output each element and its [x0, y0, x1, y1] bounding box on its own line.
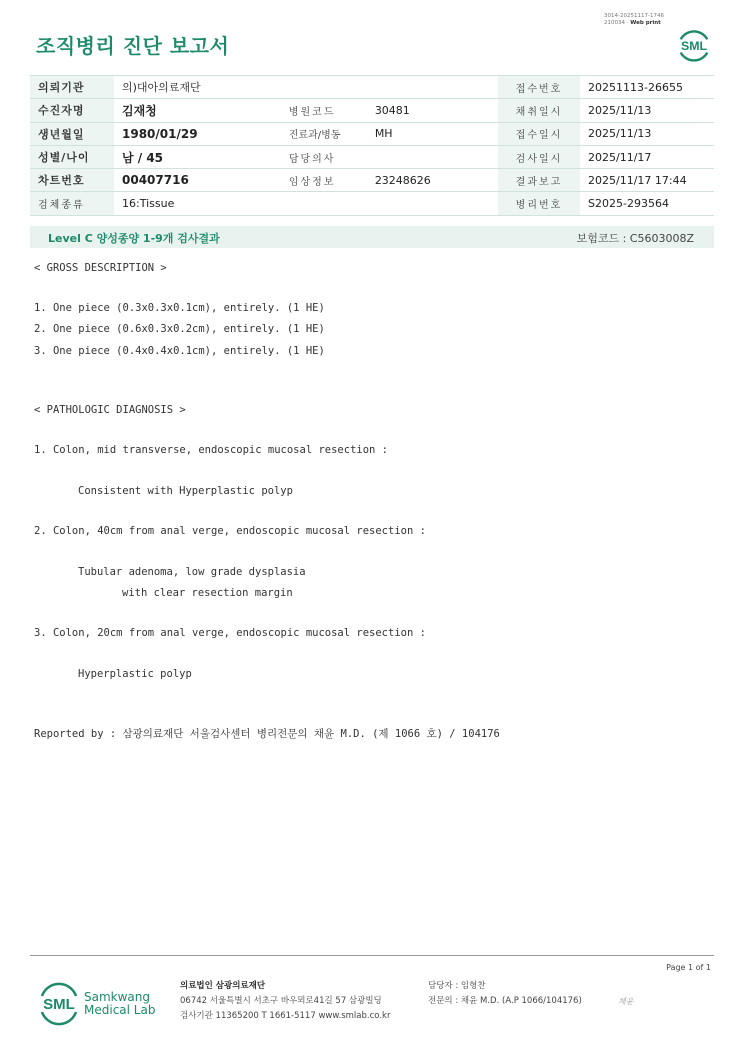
level-title: Level C 양성종양 1-9개 검사결과 [48, 232, 220, 245]
label-result-report: 결과보고 [498, 169, 580, 192]
logo-text: SML [680, 38, 708, 53]
patient-info-table [30, 75, 714, 216]
label-pathology-no: 병리번호 [498, 192, 580, 215]
label-requesting-org: 의뢰기관 [30, 76, 114, 99]
value-specimen-type: 16:Tissue [114, 192, 498, 215]
page-number: Page 1 of 1 [666, 963, 711, 972]
ref-code-2: 210034 [604, 20, 625, 26]
footer-staff-info [428, 979, 582, 1009]
value-test-date: 2025/11/17 [580, 145, 714, 168]
specialist: 전문의 : 채윤 M.D. (A.P 1066/104176) [428, 996, 582, 1006]
gross-item: 2. One piece (0.6x0.3x0.2cm), entirely. (1 HE) [34, 323, 325, 335]
value-sex-age: 남 / 45 [114, 145, 281, 168]
label-department: 진료과/병동 [281, 122, 367, 145]
value-pathology-no: S2025-293564 [580, 192, 714, 215]
info-row [30, 99, 714, 122]
diagnosis-result-3: Hyperplastic polyp [78, 668, 192, 680]
diagnosis-site-3: 3. Colon, 20cm from anal verge, endoscopic mucosal resection : [34, 627, 426, 639]
brand-line-2: Medical Lab [84, 1003, 156, 1017]
value-collection-date: 2025/11/13 [580, 99, 714, 122]
label-sex-age: 성별/나이 [30, 145, 114, 168]
print-reference: 3014-20251117-1746 210034 · Web print [604, 13, 664, 26]
diagnosis-note-2: with clear resection margin [122, 587, 293, 599]
value-receipt-no: 20251113-26655 [580, 76, 714, 99]
logo-text: SML [43, 996, 75, 1013]
info-row [30, 122, 714, 145]
label-birth-date: 생년월일 [30, 122, 114, 145]
value-requesting-org: 의)대아의료재단 [114, 76, 498, 99]
gross-heading: < GROSS DESCRIPTION > [34, 262, 167, 274]
label-specimen-type: 검체종류 [30, 192, 114, 215]
sml-logo-icon [36, 980, 82, 1026]
diagnosis-site-2: 2. Colon, 40cm from anal verge, endoscopic mucosal resection : [34, 525, 426, 537]
gross-item: 1. One piece (0.3x0.3x0.1cm), entirely. (1 HE) [34, 302, 325, 314]
label-patient-name: 수진자명 [30, 99, 114, 122]
brand-name [84, 991, 155, 1017]
diagnosis-heading: < PATHOLOGIC DIAGNOSIS > [34, 404, 186, 416]
label-test-date: 검사일시 [498, 145, 580, 168]
org-address: 06742 서울특별시 서초구 바우뫼로41길 57 삼광빌딩 [180, 996, 382, 1006]
label-receipt-date: 접수일시 [498, 122, 580, 145]
ref-code: 3014-20251117-1746 [604, 13, 664, 19]
value-hospital-code: 30481 [367, 99, 498, 122]
signature: 채윤 [618, 997, 634, 1006]
label-doctor: 담당의사 [281, 145, 367, 168]
diagnosis-site-1: 1. Colon, mid transverse, endoscopic mucosal resection : [34, 444, 389, 456]
diagnosis-result-1: Consistent with Hyperplastic polyp [78, 485, 293, 497]
page-title: 조직병리 진단 보고서 [36, 34, 230, 58]
label-clinical-info: 임상정보 [281, 169, 367, 192]
footer-org-info [180, 979, 390, 1024]
gross-item: 3. One piece (0.4x0.4x0.1cm), entirely. (1 HE) [34, 345, 325, 357]
org-contact: 검사기관 11365200 T 1661-5117 www.smlab.co.kr [180, 1011, 391, 1021]
result-level-bar [30, 226, 714, 248]
insurance-code: 보험코드 : C5603008Z [576, 232, 694, 245]
value-patient-name: 김재청 [114, 99, 281, 122]
info-row [30, 169, 714, 192]
staff-in-charge: 담당자 : 임형찬 [428, 981, 486, 991]
info-row [30, 76, 714, 99]
label-receipt-no: 접수번호 [498, 76, 580, 99]
sml-logo-icon [675, 26, 713, 64]
value-clinical-info: 23248626 [367, 169, 498, 192]
value-chart-no: 00407716 [114, 169, 281, 192]
label-hospital-code: 병원코드 [281, 99, 367, 122]
value-doctor [367, 145, 498, 168]
web-print-label: Web print [630, 20, 661, 26]
value-result-report: 2025/11/17 17:44 [580, 169, 714, 192]
value-birth-date: 1980/01/29 [114, 122, 281, 145]
org-name: 의료법인 삼광의료재단 [180, 981, 266, 991]
reported-by: Reported by : 삼광의료재단 서울검사센터 병리전문의 채윤 M.D. (제 1066 호) / 104176 [34, 728, 500, 740]
info-row [30, 145, 714, 168]
brand-line-1: Samkwang [84, 990, 150, 1004]
label-collection-date: 채취일시 [498, 99, 580, 122]
value-receipt-date: 2025/11/13 [580, 122, 714, 145]
value-department: MH [367, 122, 498, 145]
label-chart-no: 차트번호 [30, 169, 114, 192]
info-row [30, 192, 714, 215]
footer-divider [30, 955, 714, 956]
diagnosis-result-2: Tubular adenoma, low grade dysplasia [78, 566, 306, 578]
